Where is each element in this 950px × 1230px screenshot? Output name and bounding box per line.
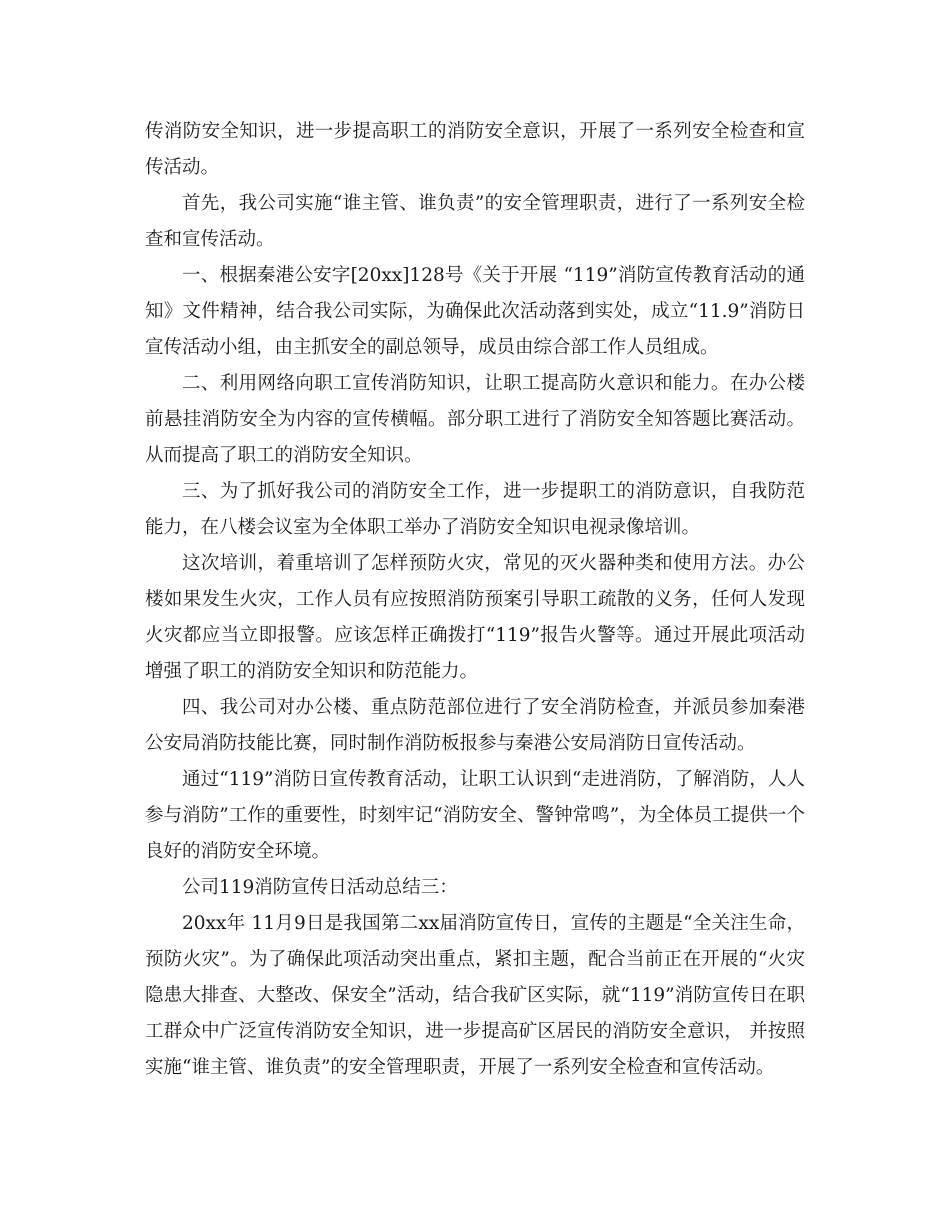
paragraph-conclusion: 通过“119”消防日宣传教育活动，让职工认识到“走进消防，了解消防，人人参与消防”工作的重要性，时刻牢记“消防安全、警钟常鸣”，为全体员工提供一个良好的消防安全环境。 bbox=[145, 769, 805, 862]
paragraph-continued: 传消防安全知识，进一步提高职工的消防安全意识，开展了一系列安全检查和宣传活动。 bbox=[145, 121, 805, 178]
paragraph-training: 这次培训，着重培训了怎样预防火灾，常见的灭火器种类和使用方法。办公楼如果发生火灾，工作人员有应按照消防预案引导职工疏散的义务，任何人发现火灾都应当立即报警。应该怎样正确拨打“119”报告火警等。通过开展此项活动增强了职工的消防安全知识和防范能力。 bbox=[145, 553, 805, 682]
paragraph-intro: 首先，我公司实施“谁主管、谁负责”的安全管理职责，进行了一系列安全检查和宣传活动。 bbox=[145, 193, 805, 250]
paragraph-item-two: 二、利用网络向职工宣传消防知识，让职工提高防火意识和能力。在办公楼前悬挂消防安全为内容的宣传横幅。部分职工进行了消防安全知答题比赛活动。从而提高了职工的消防安全知识。 bbox=[145, 373, 805, 466]
paragraph-item-one: 一、根据秦港公安字[20xx]128号《关于开展 “119”消防宣传教育活动的通知》文件精神，结合我公司实际，为确保此次活动落到实处，成立“11.9”消防日宣传活动小组，由主抓安全的副总领导，成员由综合部工作人员组成。 bbox=[145, 265, 805, 358]
paragraph-section-three: 20xx年 11月9日是我国第二xx届消防宣传日，宣传的主题是“全关注生命，预防火灾”。为了确保此项活动突出重点，紧扣主题，配合当前正在开展的“火灾隐患大排查、大整改、保安全”活动，结合我矿区实际，就“119”消防宣传日在职工群众中广泛宣传消防安全知识，进一步提高矿区居民的消防安全意识， 并按照实施“谁主管、谁负责”的安全管理职责，开展了一系列安全检查和宣传活动。 bbox=[145, 913, 805, 1078]
paragraph-item-three: 三、为了抓好我公司的消防安全工作，进一步提职工的消防意识，自我防范能力，在八楼会议室为全体职工举办了消防安全知识电视录像培训。 bbox=[145, 481, 805, 538]
section-heading: 公司119消防宣传日活动总结三： bbox=[182, 877, 458, 898]
paragraph-item-four: 四、我公司对办公楼、重点防范部位进行了安全消防检查，并派员参加秦港公安局消防技能比赛，同时制作消防板报参与秦港公安局消防日宣传活动。 bbox=[145, 697, 805, 754]
document-body bbox=[145, 114, 805, 1086]
